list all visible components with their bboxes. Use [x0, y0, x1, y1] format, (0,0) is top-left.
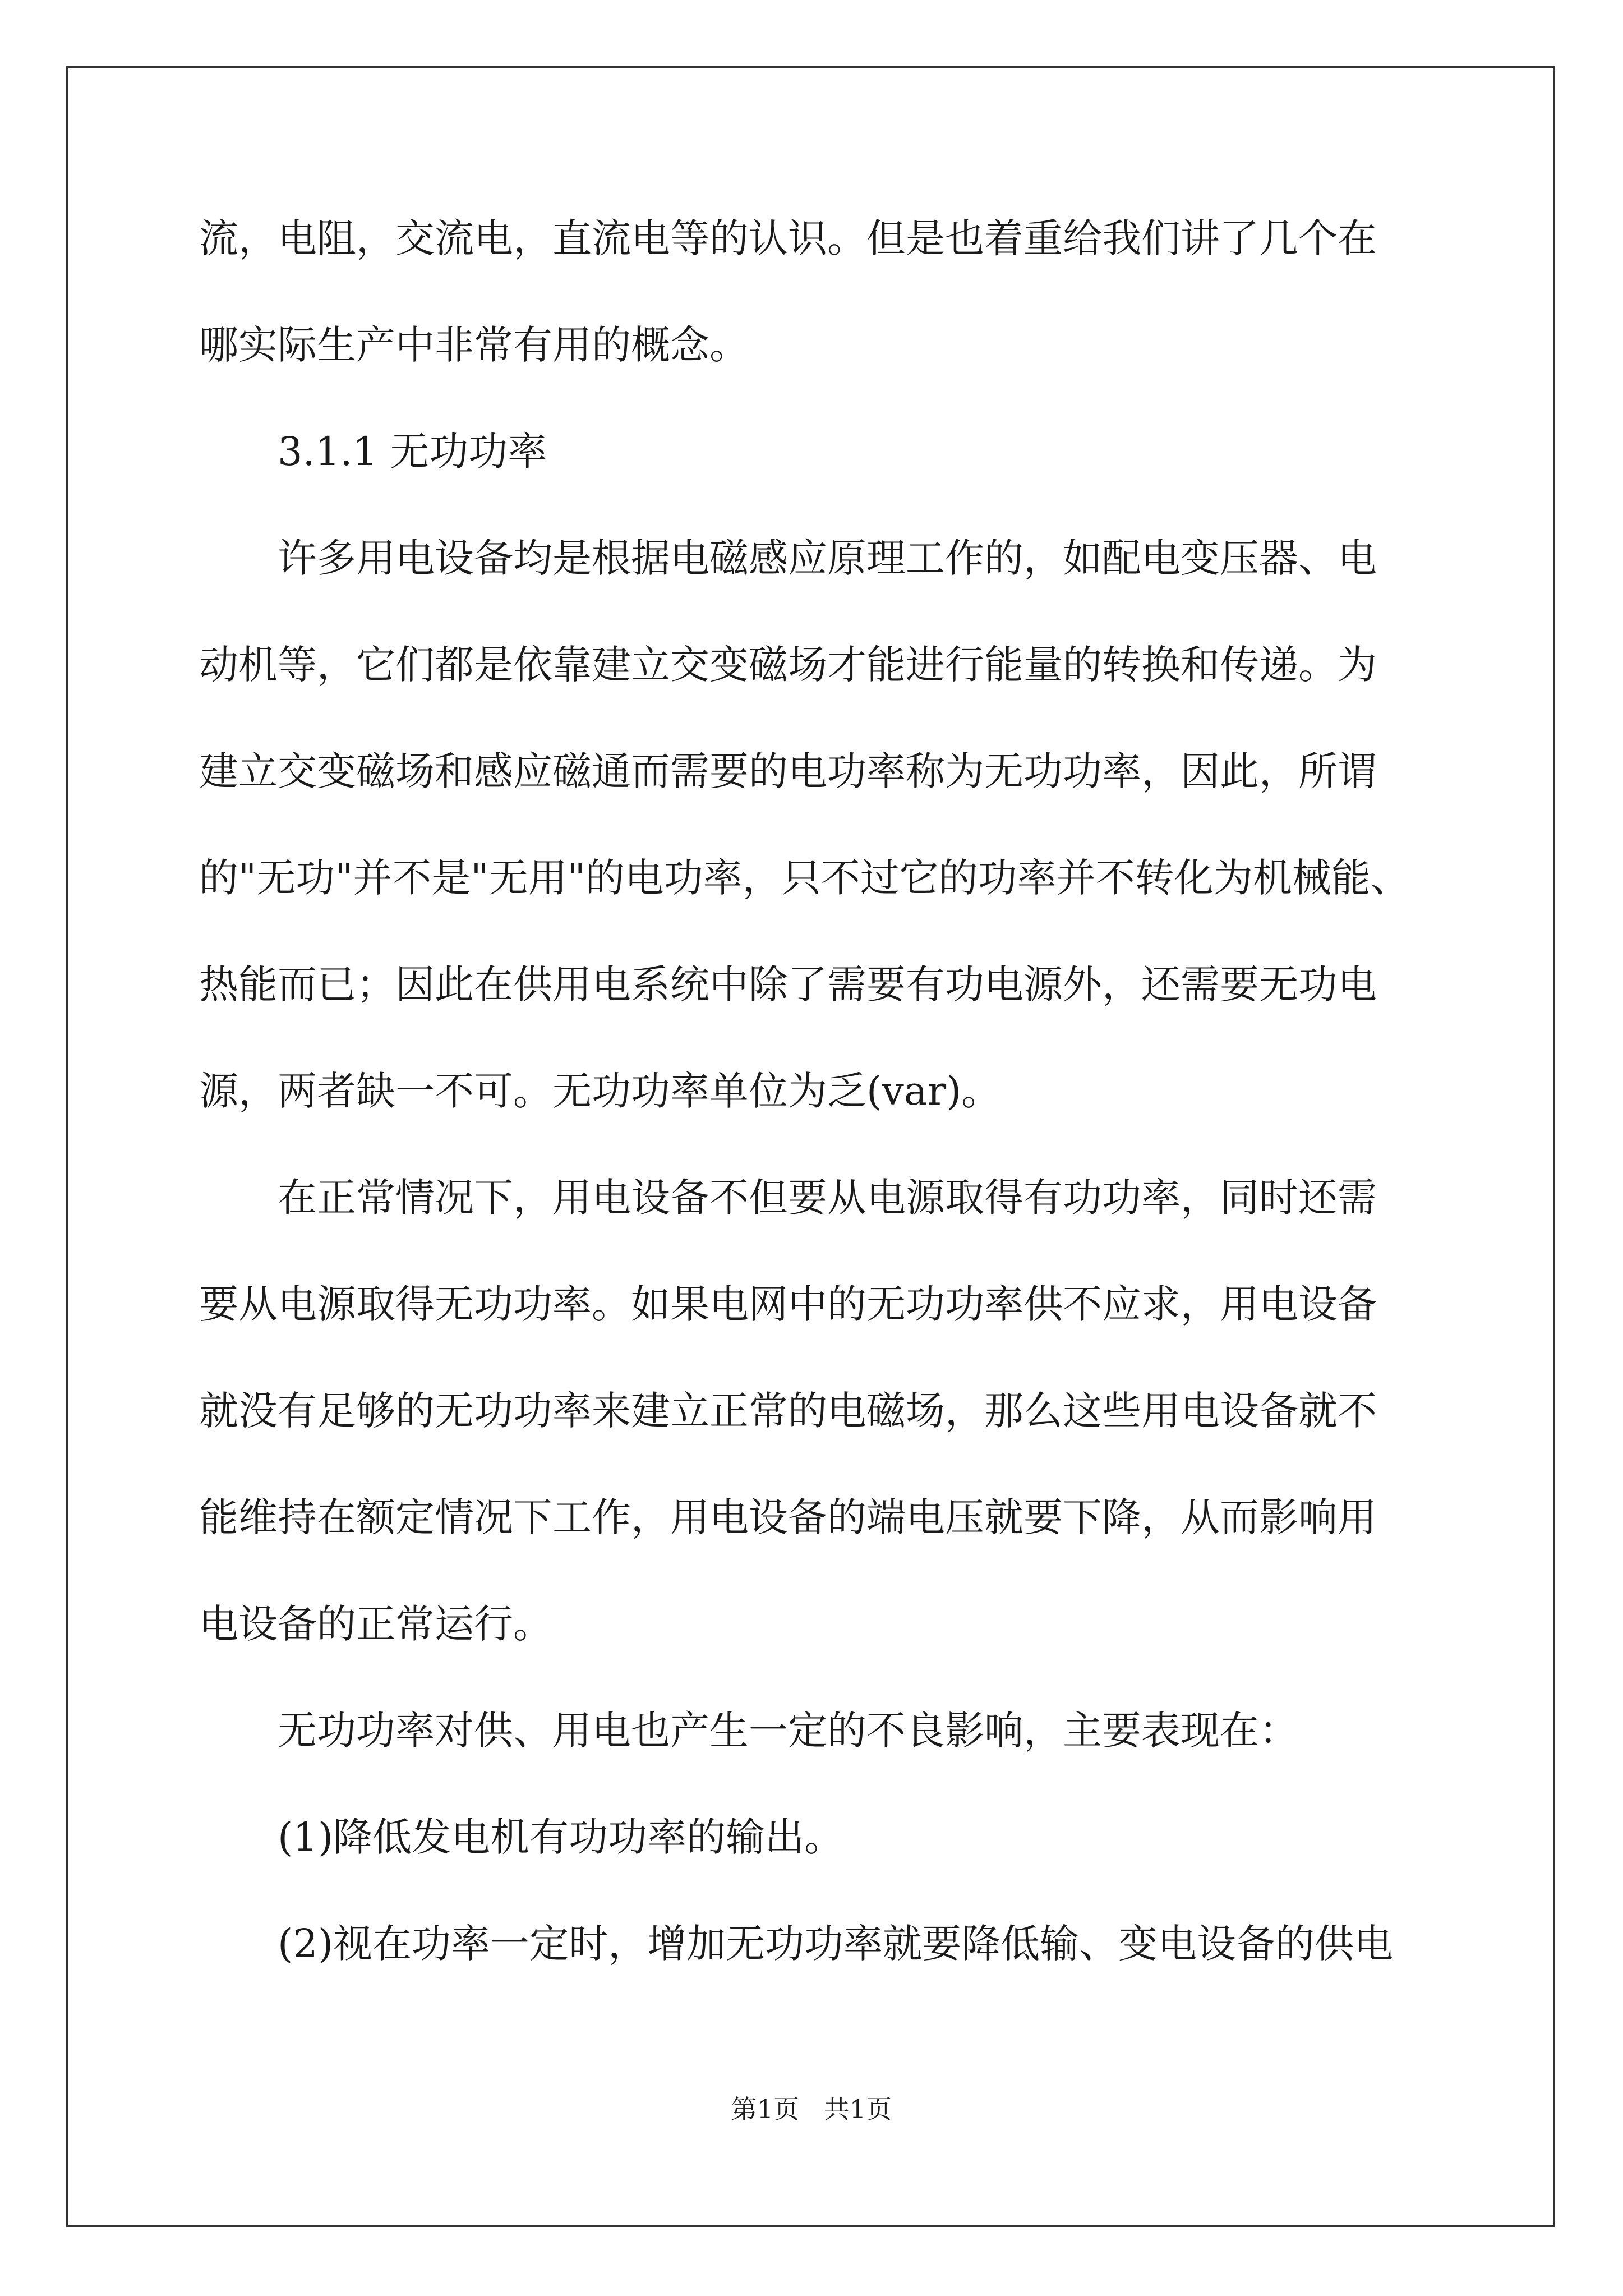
text-line-14: 电设备的正常运行。	[199, 1601, 552, 1647]
text-line-8: 热能而已；因此在供用电系统中除了需要有功电源外，还需要无功电	[199, 961, 1377, 1007]
text-line-5: 动机等，它们都是依靠建立交变磁场才能进行能量的转换和传递。为	[199, 642, 1377, 688]
list-item-1: (1)降低发电机有功功率的输出。	[278, 1814, 844, 1860]
page-footer: 第1页 共1页	[731, 2094, 892, 2124]
text-line-10: 在正常情况下，用电设备不但要从电源取得有功功率，同时还需	[278, 1175, 1377, 1221]
text-line-15: 无功功率对供、用电也产生一定的不良影响，主要表现在：	[278, 1708, 1298, 1754]
text-line-6: 建立交变磁场和感应磁通而需要的电功率称为无功功率，因此，所谓	[199, 748, 1377, 794]
text-line-9: 源，两者缺一不可。无功功率单位为乏(var)。	[199, 1068, 1001, 1114]
text-line-13: 能维持在额定情况下工作，用电设备的端电压就要下降，从而影响用	[199, 1494, 1377, 1540]
text-line-12: 就没有足够的无功功率来建立正常的电磁场，那么这些用电设备就不	[199, 1388, 1377, 1434]
text-line-11: 要从电源取得无功功率。如果电网中的无功功率供不应求，用电设备	[199, 1281, 1377, 1327]
section-heading: 3.1.1 无功功率	[278, 429, 547, 475]
text-line-2: 哪实际生产中非常有用的概念。	[199, 322, 749, 368]
text-line-7: 的"无功"并不是"无用"的电功率，只不过它的功率并不转化为机械能、	[199, 855, 1410, 901]
page-border	[66, 66, 1555, 2227]
list-item-2: (2)视在功率一定时，增加无功功率就要降低输、变电设备的供电	[278, 1921, 1394, 1967]
text-line-1: 流，电阻，交流电，直流电等的认识。但是也着重给我们讲了几个在	[199, 215, 1377, 261]
text-line-4: 许多用电设备均是根据电磁感应原理工作的，如配电变压器、电	[278, 535, 1377, 581]
